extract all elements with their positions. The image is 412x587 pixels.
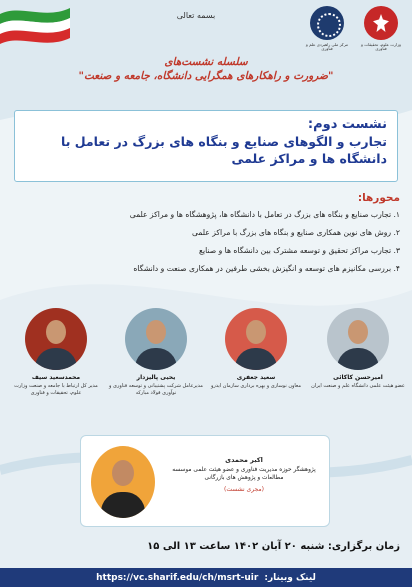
avatar [125, 308, 187, 370]
list-item: ۲. روش های نوین همکاری صنایع و بنگاه های بزرگ با مراکز علمی [192, 227, 400, 237]
speaker-name: محمدسعید سیف [31, 374, 81, 381]
webinar-link[interactable]: https://vc.sharif.edu/ch/msrt-uir [96, 572, 259, 583]
time-label: زمان برگزاری: [327, 541, 400, 552]
speaker-card [108, 308, 204, 397]
event-time [147, 541, 400, 552]
moderator-name: اکبر محمدی [225, 456, 263, 464]
session-topic: تجارب و الگوهای صنایع و بنگاه های بزرگ در تعامل با دانشگاه ها و مراکز علمی [61, 134, 387, 166]
time-value: شنبه ۲۰ آبان ۱۴۰۲ ساعت ۱۳ الی ۱۵ [147, 541, 325, 552]
speakers-row [0, 308, 412, 428]
speaker-role: معاون نوسازی و بهره برداری سازمان ایدرو [210, 383, 302, 389]
list-item: ۱. تجارب صنایع و بنگاه های بزرگ در تعامل با دانشگاه ها، پژوهشگاه ها و مراکز علمی [129, 210, 400, 219]
emblem-caption: وزارت علوم، تحقیقات و فناوری [361, 42, 401, 52]
avatar [327, 308, 389, 370]
avatar [225, 308, 287, 370]
emblem-caption: مرکز ملی راهبردی علم و فناوری [305, 42, 349, 52]
speaker-name: یحیی پالیزدار [136, 374, 176, 381]
speaker-card [208, 308, 304, 390]
iran-flag-graphic [0, 0, 70, 60]
list-item: ۴. بررسی مکانیزم های توسعه و انگیزش بخشی طرفین در همکاری صنعت و دانشگاه [133, 263, 400, 273]
speaker-card [8, 308, 104, 397]
series-title-line1: سلسله نشست‌های [164, 56, 248, 68]
moderator-card [80, 435, 330, 527]
avatar [25, 308, 87, 370]
speaker-name: سعید جعفری [236, 374, 276, 381]
moderator-text [169, 456, 319, 493]
series-title-line2: "ضرورت و راهکارهای همگرایی دانشگاه، جامعه و صنعت" [78, 70, 334, 83]
speaker-role: مدیرعامل شرکت پشتیبانی و توسعه فناوری و نوآوری فولاد مبارکه [109, 383, 203, 396]
webinar-link-bar [0, 568, 412, 587]
axes-heading: محورها: [357, 192, 400, 204]
speaker-role: مدیر کل ارتباط با جامعه و صنعت وزارت علوم، تحقیقات و فناوری [14, 383, 98, 396]
speaker-name: امیرحسن کاکائی [333, 374, 383, 381]
moderator-role: پژوهشگر حوزه مدیریت فناوری و عضو هیئت علمی موسسه مطالعات و پژوهش های بازرگانی [172, 467, 316, 482]
bismillah: بسمه تعالی [176, 11, 216, 20]
session-label: نشست دوم: [307, 117, 387, 132]
link-label: لینک وبینار: [264, 572, 316, 583]
moderator-tag: (مجری نشست) [224, 486, 264, 494]
avatar [91, 446, 155, 518]
list-item: ۳. تجارب مراکز تحقیق و توسعه مشترک بین دانشگاه ها و صنایع [198, 245, 400, 255]
series-title [20, 55, 392, 83]
axes-list [12, 210, 400, 281]
speaker-card [310, 308, 406, 390]
session-box [14, 110, 398, 182]
speaker-role: عضو هیئت علمی دانشگاه علم و صنعت ایران [311, 383, 405, 389]
